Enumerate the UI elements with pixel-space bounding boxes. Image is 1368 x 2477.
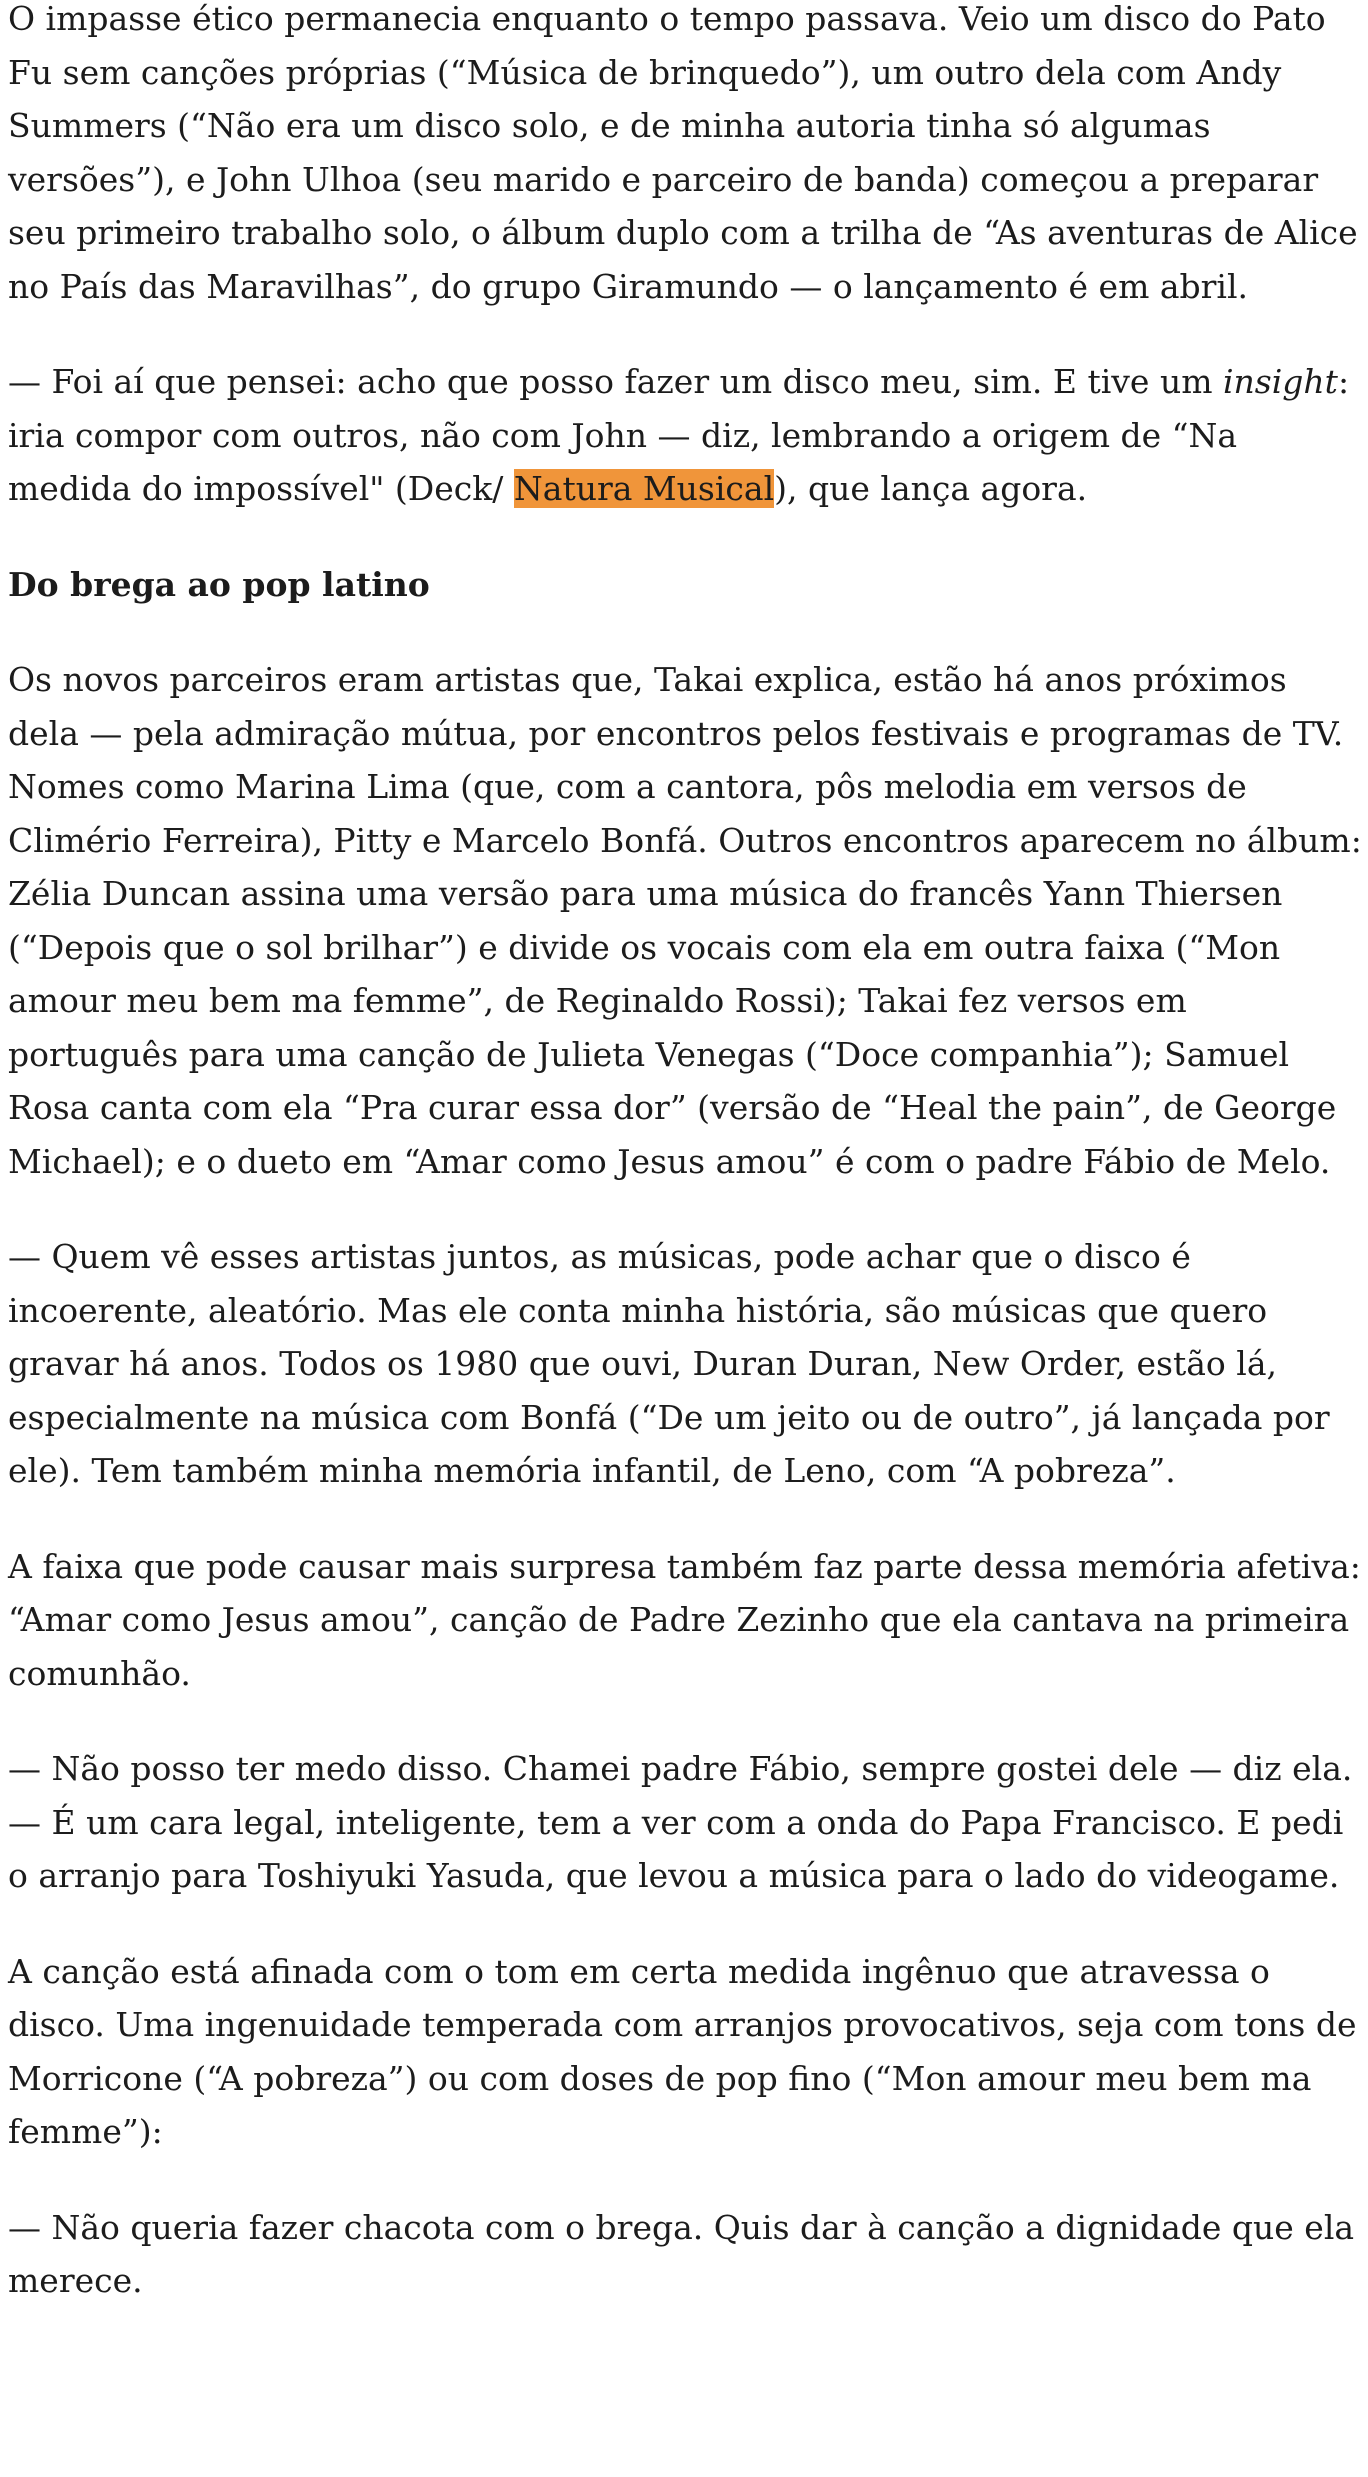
insight-italic-word: insight xyxy=(1223,362,1338,401)
paragraph-1: O impasse ético permanecia enquanto o tempo passava. Veio um disco do Pato Fu sem canções próprias (“Música de brinquedo”), um outro dela com Andy Summers (“Não era um disco solo, e de minha autoria tinha só algumas versões”), e John Ulhoa (seu marido e parceiro de banda) começou a preparar seu primeiro trabalho solo, o álbum duplo com a trilha de “As aventuras de Alice no País das Maravilhas”, do grupo Giramundo — o lançamento é em abril. xyxy=(8,0,1358,306)
paragraph-5: A faixa que pode causar mais surpresa também faz parte dessa memória afetiva: “Amar como Jesus amou”, canção de Padre Zezinho que ela cantava na primeira comunhão. xyxy=(8,1546,1361,1693)
paragraph-6: — Não posso ter medo disso. Chamei padre Fábio, sempre gostei dele — diz ela. — É um cara legal, inteligente, tem a ver com a onda do Papa Francisco. E pedi o arranjo para Toshiyuki Yasuda, que levou a música para o lado do videogame. xyxy=(8,1749,1353,1895)
paragraph-2-text-a: — Foi aí que pensei: acho que posso fazer um disco meu, sim. E tive um xyxy=(8,362,1223,401)
paragraph-2 xyxy=(8,355,1362,516)
paragraph-3: Os novos parceiros eram artistas que, Takai explica, estão há anos próximos dela — pela admiração mútua, por encontros pelos festivais e programas de TV. Nomes como Marina Lima (que, com a cantora, pôs melodia em versos de Climério Ferreira), Pitty e Marcelo Bonfá. Outros encontros aparecem no álbum: Zélia Duncan assina uma versão para uma música do francês Yann Thiersen (“Depois que o sol brilhar”) e divide os vocais com ela em outra faixa (“Mon amour meu bem ma femme”, de Reginaldo Rossi); Takai fez versos em português para uma canção de Julieta Venegas (“Doce companhia”); Samuel Rosa canta com ela “Pra curar essa dor” (versão de “Heal the pain”, de George Michael); e o dueto em “Amar como Jesus amou” é com o padre Fábio de Melo. xyxy=(8,660,1362,1181)
paragraph-7: A canção está afinada com o tom em certa medida ingênuo que atravessa o disco. Uma ingenuidade temperada com arranjos provocativos, seja com tons de Morricone (“A pobreza”) ou com doses de pop fino (“Mon amour meu bem ma femme”): xyxy=(8,1951,1357,2151)
paragraph-2-text-c: ), que lança agora. xyxy=(774,469,1088,508)
paragraph-4: — Quem vê esses artistas juntos, as músicas, pode achar que o disco é incoerente, aleatório. Mas ele conta minha história, são músicas que quero gravar há anos. Todos os 1980 que ouvi, Duran Duran, New Order, estão lá, especialmente na música com Bonfá (“De um jeito ou de outro”, já lançada por ele). Tem também minha memória infantil, de Leno, com “A pobreza”. xyxy=(8,1237,1330,1490)
paragraph-2-text-b: : iria compor com outros, não com John — diz, lembrando a origem de “Na medida do impossível" (Deck/ xyxy=(8,362,1350,508)
highlighted-search-term: Natura Musical xyxy=(513,469,775,508)
section-heading: Do brega ao pop latino xyxy=(8,564,430,604)
paragraph-8: — Não queria fazer chacota com o brega. Quis dar à canção a dignidade que ela merece. xyxy=(8,2207,1355,2300)
